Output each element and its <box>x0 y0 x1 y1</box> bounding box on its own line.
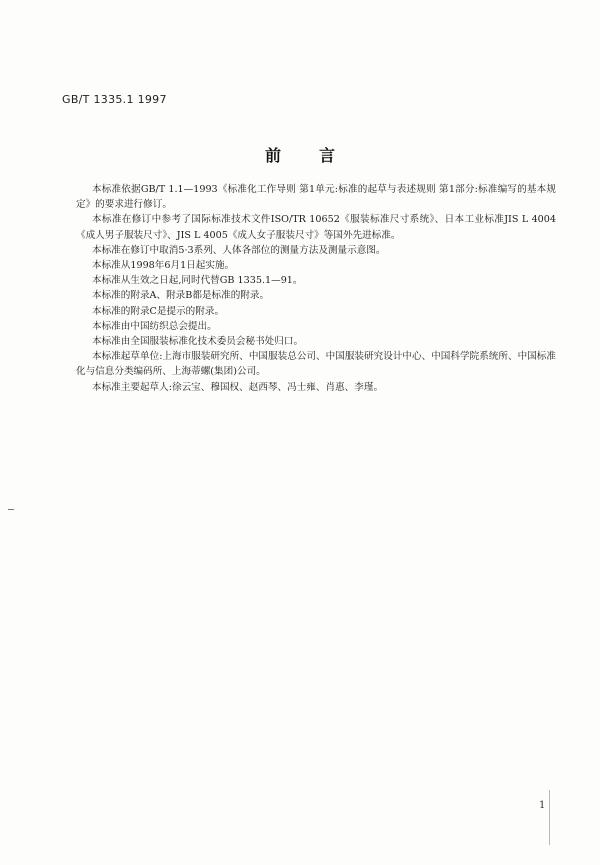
paragraph: 本标准依据GB/T 1.1—1993《标准化工作导则 第1单元:标准的起草与表述规则 第1部分:标准编写的基本规定》的要求进行修订。 <box>76 184 556 211</box>
paragraph: 本标准从生效之日起,同时代替GB 1335.1—91。 <box>92 275 303 287</box>
scan-margin-line <box>549 790 550 845</box>
section-title: 前言 <box>264 146 373 165</box>
scan-edge-mark <box>8 509 14 510</box>
paragraph: 本标准在修订中参考了国际标准技术文件ISO/TR 10652《服装标准尺寸系统》、日本工业标准JIS L 4004《成人男子服装尺寸》、JIS L 4005《成人女子服装尺寸》等国外先进标准。 <box>76 214 556 241</box>
foreword-body <box>76 182 556 395</box>
paragraph: 本标准的附录C是提示的附录。 <box>92 305 225 317</box>
paragraph: 本标准主要起草人:徐云宝、穆国权、赵西琴、冯士雍、肖惠、李瑾。 <box>92 381 384 393</box>
paragraph: 本标准从1998年6月1日起实施。 <box>92 260 235 272</box>
paragraph: 本标准由全国服装标准化技术委员会秘书处归口。 <box>92 336 304 348</box>
page-number: 1 <box>539 800 546 811</box>
paragraph: 本标准的附录A、附录B都是标准的附录。 <box>92 290 270 302</box>
paragraph: 本标准起草单位:上海市服装研究所、中国服装总公司、中国服装研究设计中心、中国科学院系统所、中国标准化与信息分类编码所、上海蒂螺(集团)公司。 <box>76 351 556 378</box>
paragraph: 本标准在修订中取消5·3系列、人体各部位的测量方法及测量示意图。 <box>92 244 386 256</box>
standard-code: GB/T 1335.1 1997 <box>62 93 167 106</box>
paragraph: 本标准由中国纺织总会提出。 <box>92 320 217 332</box>
